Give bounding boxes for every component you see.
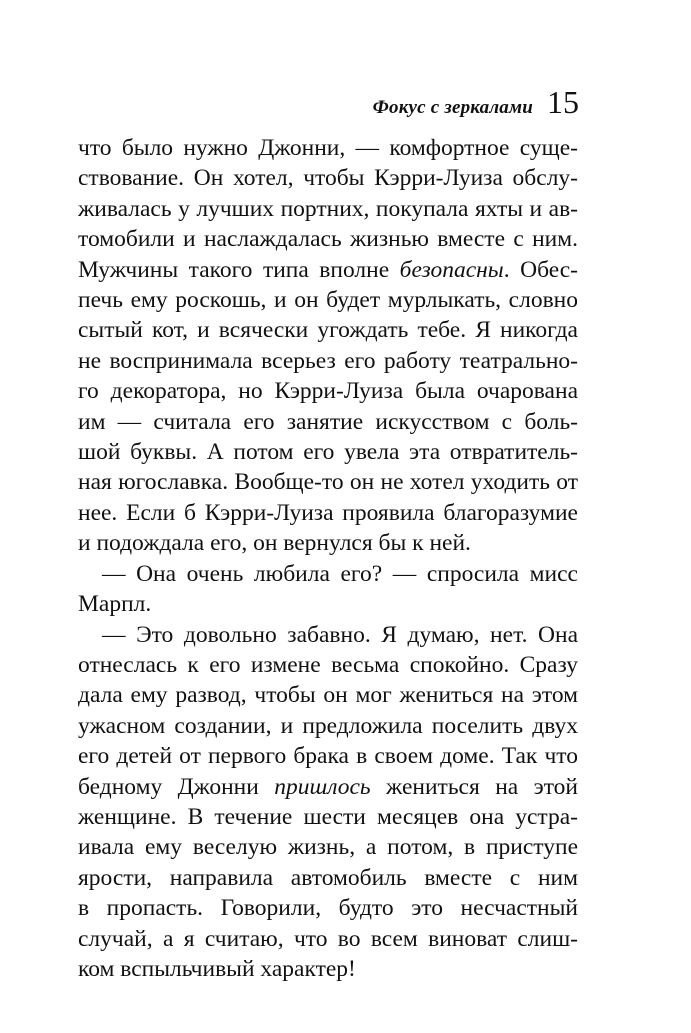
text-line: — Она очень любила его? — спросила мисс (102, 560, 578, 587)
text-line: печь ему роскошь, и он будет мурлыкать, словно (78, 287, 578, 314)
text-line: томобили и наслаждалась жизнью вместе с ним. (78, 226, 578, 253)
italic-emphasis: пришлось (274, 773, 371, 800)
text-segment: бедному Джонни (78, 773, 275, 800)
text-line: его детей от первого брака в своем доме. Так что (78, 743, 578, 770)
text-line: нее. Если б Кэрри-Луиза проявила благоразумие (78, 499, 578, 526)
text-line: Марпл. (78, 591, 152, 618)
text-line: женщине. В течение шести месяцев она устра- (78, 803, 578, 830)
text-segment: . Обес- (503, 256, 578, 283)
text-segment: жениться на этой (370, 773, 578, 800)
text-line: не воспринимала всерьез его работу театрально- (78, 347, 578, 374)
text-segment: Мужчины такого типа вполне (78, 256, 400, 283)
chapter-title: Фокус с зеркалами (372, 97, 533, 118)
text-line: и подождала его, он вернулся бы к ней. (78, 530, 471, 557)
text-line: ужасном создании, и предложила поселить двух (78, 712, 578, 739)
text-line: ствование. Он хотел, чтобы Кэрри-Луиза обслу- (78, 165, 578, 192)
text-line: живалась у лучших портних, покупала яхты и ав- (78, 195, 578, 222)
text-line: ная югославка. Вообще-то он не хотел уходить от (78, 469, 578, 496)
text-line: ивала ему веселую жизнь, а потом, в приступе (78, 834, 578, 861)
italic-emphasis: безопасны (399, 256, 504, 283)
text-line: отнеслась к его измене весьма спокойно. Сразу (78, 651, 578, 678)
body-text (78, 133, 578, 984)
text-line: сытый кот, и всячески угождать тебе. Я никогда (78, 317, 578, 344)
text-line: шой буквы. А потом его увела эта отвратитель- (78, 439, 578, 466)
text-line: го декоратора, но Кэрри-Луиза была очарована (78, 378, 578, 405)
text-line: ком вспыльчивый характер! (78, 955, 356, 982)
text-line: им — считала его занятие искусством с боль- (78, 408, 578, 435)
running-header (373, 86, 579, 119)
text-line: в пропасть. Говорили, будто это несчастный (78, 895, 578, 922)
text-line: дала ему развод, чтобы он мог жениться на этом (78, 682, 578, 709)
text-line: что было нужно Джонни, — комфортное суще- (78, 135, 578, 161)
text-line: случай, а я считаю, что во всем виноват слиш- (78, 925, 578, 952)
page-number: 15 (547, 84, 579, 120)
text-line: ярости, направила автомобиль вместе с ним (78, 864, 578, 891)
text-line (78, 772, 578, 802)
text-line (78, 255, 578, 285)
text-line: — Это довольно забавно. Я думаю, нет. Она (102, 621, 578, 648)
